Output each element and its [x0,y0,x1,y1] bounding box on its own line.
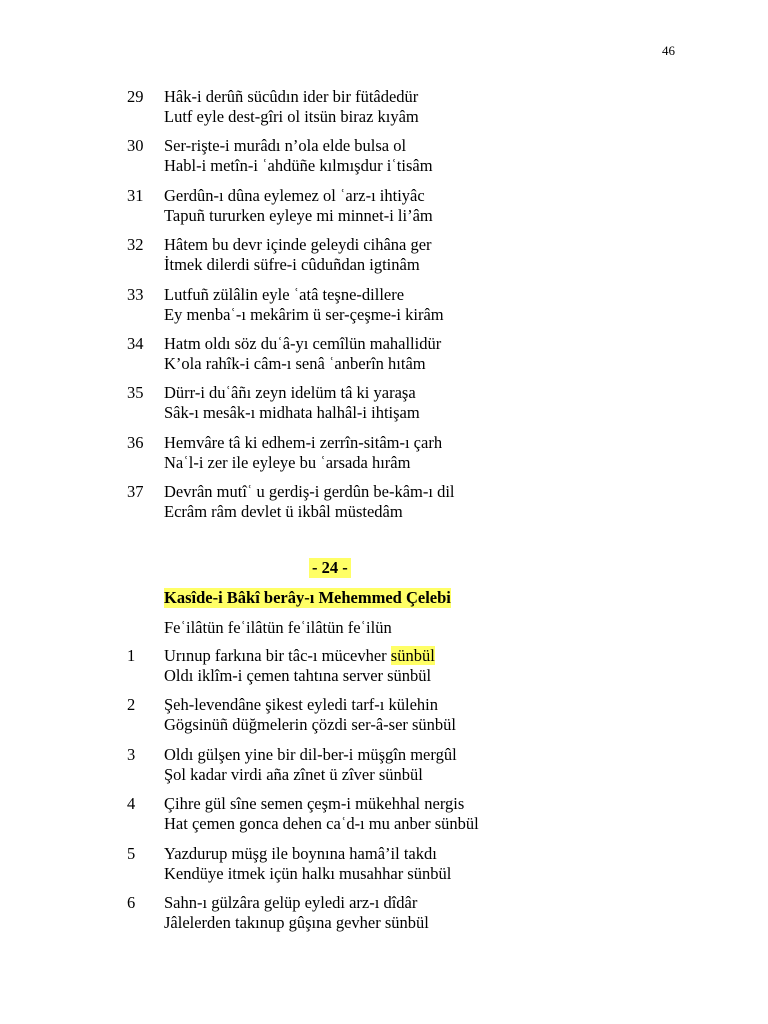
page-number: 46 [662,43,675,58]
couplet-number: 5 [127,843,136,863]
verse-line: Hatm oldı söz duʿâ-yı cemîlün mahallidür [164,333,442,353]
couplet-number: 2 [127,695,136,715]
poem-number-heading: - 24 - [309,558,351,578]
verse-line: Ecrâm râm devlet ü ikbâl müstedâm [164,502,403,522]
poem-section-2 [0,646,768,942]
verse-text: Urınup farkına bir tâc-ı mücevher [164,646,391,665]
verse-line: Gögsinüñ düğmelerin çözdi ser-â-ser sünbül [164,715,457,735]
verse-line: Habl-i metîn-i ʿahdüñe kılmışdur iʿtisâm [164,156,433,176]
verse-line: Lutfuñ zülâlin eyle ʿatâ teşne-dillere [164,284,405,304]
verse-line: Kendüye itmek içün halkı musahhar sünbül [164,863,452,883]
couplet-number: 29 [127,87,144,106]
verse-line: İtmek dilerdi süfre-i cûduñdan igtinâm [164,255,420,275]
couplet [0,136,768,185]
verse-line: Çihre gül sîne semen çeşm-i mükehhal nergis [164,794,465,814]
verse-line: Lutf eyle dest-gîri ol itsün biraz kıyâm [164,107,419,126]
couplet [0,285,768,334]
couplet [0,235,768,284]
poem-section-1 [0,87,768,532]
couplet [0,844,768,893]
couplet [0,186,768,235]
verse-line: Şeh-levendâne şikest eyledi tarf-ı külehin [164,695,438,715]
verse-line: Sahn-ı gülzâra gelüp eyledi arz-ı dîdâr [164,892,418,912]
couplet-number: 36 [127,432,144,452]
couplet-number: 31 [127,185,144,205]
verse-line: Gerdûn-ı dûna eylemez ol ʿarz-ı ihtiyâc [164,185,425,205]
couplet [0,745,768,794]
couplet [0,334,768,383]
verse-line [164,646,435,666]
couplet-number: 33 [127,284,144,304]
verse-line: Hat çemen gonca dehen caʿd-ı mu anber sünbül [164,814,479,834]
verse-line: Hemvâre tâ ki edhem-i zerrîn-sitâm-ı çarh [164,432,443,452]
couplet-number: 3 [127,744,136,764]
verse-line: Jâlelerden takınup gûşına gevher sünbül [164,912,429,932]
verse-line: Sâk-ı mesâk-ı midhata halhâl-i ihtişam [164,403,420,423]
verse-line: Hâtem bu devr içinde geleydi cihâna ger [164,235,432,255]
verse-line: Oldı gülşen yine bir dil-ber-i müşgîn mergûl [164,744,457,764]
meter-line: Feʿilâtün feʿilâtün feʿilâtün feʿilün [164,618,392,637]
verse-line: Hâk-i derûñ sücûdın ider bir fütâdedür [164,87,419,106]
couplet-number: 6 [127,892,136,912]
verse-line: Şol kadar virdi aña zînet ü zîver sünbül [164,764,423,784]
couplet [0,383,768,432]
verse-line: Yazdurup müşg ile boynına hamâ’il takdı [164,843,437,863]
verse-line: Tapuñ tururken eyleye mi minnet-i li’âm [164,205,433,225]
poem-title: Kasîde-i Bâkî berây-ı Mehemmed Çelebi [164,588,451,607]
couplet-number: 35 [127,383,144,403]
couplet [0,482,768,531]
couplet-number: 32 [127,235,144,255]
verse-line: K’ola rahîk-i câm-ı senâ ʿanberîn hıtâm [164,353,426,373]
couplet [0,433,768,482]
couplet-number: 1 [127,646,136,665]
couplet-number: 37 [127,482,144,502]
verse-line: Ey menbaʿ-ı mekârim ü ser-çeşme-i kirâm [164,304,444,324]
couplet [0,646,768,695]
verse-line: Ser-rişte-i murâdı n’ola elde bulsa ol [164,136,407,156]
couplet-number: 4 [127,794,136,814]
highlighted-word: sünbül [390,646,435,665]
verse-line: Devrân mutîʿ u gerdiş-i gerdûn be-kâm-ı dil [164,482,455,502]
verse-line: Naʿl-i zer ile eyleye bu ʿarsada hırâm [164,452,411,472]
verse-line: Dürr-i duʿâñı zeyn idelüm tâ ki yaraşa [164,383,416,403]
verse-line: Oldı iklîm-i çemen tahtına server sünbül [164,666,432,685]
couplet [0,87,768,136]
couplet-number: 34 [127,333,144,353]
couplet [0,695,768,744]
couplet [0,794,768,843]
couplet [0,893,768,942]
couplet-number: 30 [127,136,144,156]
